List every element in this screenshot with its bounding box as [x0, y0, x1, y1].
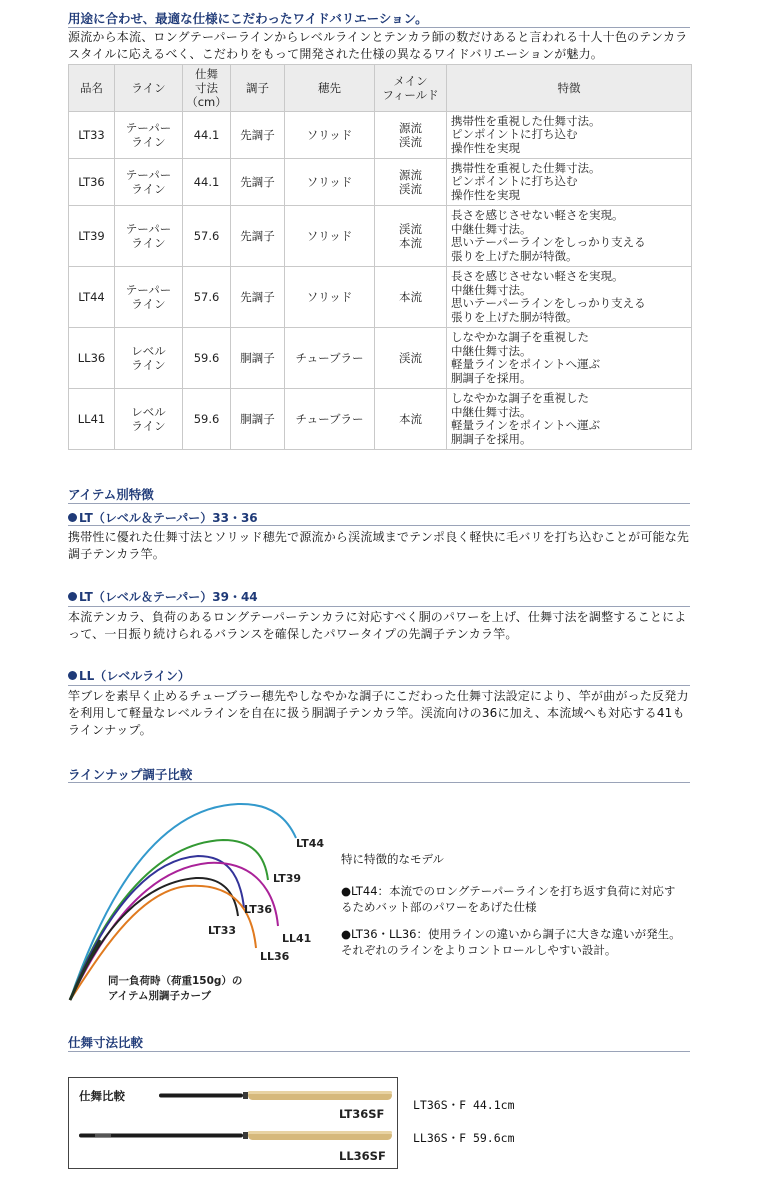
curve-note1-line2: るためバット部のパワーをあげた仕様 — [341, 900, 537, 914]
rod2-length-text: LL36S・F 59.6cm — [413, 1131, 515, 1145]
cell-name: LL36 — [69, 328, 115, 389]
header-line: ライン — [115, 65, 183, 112]
bullet-icon — [68, 513, 77, 522]
cell-field: 本流 — [375, 389, 447, 450]
features-title-rule — [68, 503, 690, 504]
rod-ll36sf-image — [79, 1131, 392, 1140]
feature-body-lt33: 携帯性に優れた仕舞寸法とソリッド穂先で源流から渓流域までテンポ良く軽快に毛バリを打ち込むことが可能な先調子テンカラ竿。 — [68, 530, 690, 561]
intro-title: 用途に合わせ、最適な仕様にこだわったワイドバリエーション。 — [68, 11, 428, 26]
cell-line: テーパー ライン — [115, 112, 183, 159]
curve-title-rule — [68, 782, 690, 783]
curve-caption-line1: 同一負荷時（荷重150g）の — [108, 975, 243, 987]
header-feature: 特徴 — [447, 65, 692, 112]
cell-tip: ソリッド — [285, 206, 375, 267]
cell-tip: ソリッド — [285, 112, 375, 159]
cell-action: 先調子 — [231, 112, 285, 159]
table-header-row — [69, 65, 692, 112]
header-action: 調子 — [231, 65, 285, 112]
action-curve-diagram — [68, 798, 330, 1008]
cell-feature: 長さを感じさせない軽さを実現。 中継仕舞寸法。 思いテーパーラインをしっかり支える 張りを上げた胴が特徴。 — [447, 267, 692, 328]
cell-name: LT36 — [69, 159, 115, 206]
header-length: 仕舞 寸法 （cm） — [183, 65, 231, 112]
curve-lt44 — [70, 804, 296, 1000]
compare-title-rule — [68, 1051, 690, 1052]
curve-label-ll36: LL36 — [260, 950, 290, 963]
cell-length: 44.1 — [183, 159, 231, 206]
curve-label-lt36: LT36 — [244, 903, 272, 916]
cell-line: テーパー ライン — [115, 267, 183, 328]
cell-tip: チューブラー — [285, 328, 375, 389]
curve-label-lt39: LT39 — [273, 872, 301, 885]
curve-note2-line1: ●LT36・LL36：使用ラインの違いから調子に大きな違いが発生。 — [341, 927, 681, 941]
table-row — [69, 328, 692, 389]
cell-field: 渓流 — [375, 328, 447, 389]
cell-line: レベル ライン — [115, 328, 183, 389]
cell-action: 胴調子 — [231, 389, 285, 450]
cell-feature: しなやかな調子を重視した 中継仕舞寸法。 軽量ラインをポイントへ運ぶ 胴調子を採用。 — [447, 328, 692, 389]
rod1-length-text: LT36S・F 44.1cm — [413, 1098, 515, 1112]
feature-heading-lt39 — [68, 588, 258, 605]
cell-tip: チューブラー — [285, 389, 375, 450]
cell-feature: しなやかな調子を重視した 中継仕舞寸法。 軽量ラインをポイントへ運ぶ 胴調子を採用。 — [447, 389, 692, 450]
table-row — [69, 112, 692, 159]
curve-note1-line1: ●LT44：本流でのロングテーパーラインを打ち返す負荷に対応す — [341, 884, 676, 898]
rod-compare-box — [68, 1077, 398, 1169]
table-row — [69, 267, 692, 328]
feature-rule — [68, 606, 690, 607]
feature-heading-text: LT（レベル＆テーパー）39・44 — [79, 590, 258, 604]
header-tip: 穂先 — [285, 65, 375, 112]
cell-tip: ソリッド — [285, 267, 375, 328]
feature-heading-text: LT（レベル＆テーパー）33・36 — [79, 511, 258, 525]
table-row — [69, 389, 692, 450]
feature-heading-text: LL（レベルライン） — [79, 669, 190, 683]
cell-feature: 携帯性を重視した仕舞寸法。 ピンポイントに打ち込む 操作性を実現 — [447, 159, 692, 206]
cell-length: 57.6 — [183, 267, 231, 328]
cell-length: 57.6 — [183, 206, 231, 267]
compare-title: 仕舞寸法比較 — [68, 1035, 144, 1050]
feature-rule — [68, 525, 690, 526]
curve-label-lt33: LT33 — [208, 924, 236, 937]
rod1-model-label: LT36SF — [339, 1107, 385, 1121]
curve-title: ラインナップ調子比較 — [68, 767, 193, 782]
cell-feature: 長さを感じさせない軽さを実現。 中継仕舞寸法。 思いテーパーラインをしっかり支える 張りを上げた胴が特徴。 — [447, 206, 692, 267]
cell-line: レベル ライン — [115, 389, 183, 450]
header-field: メイン フィールド — [375, 65, 447, 112]
bullet-icon — [68, 671, 77, 680]
cell-action: 胴調子 — [231, 328, 285, 389]
curve-label-lt44: LT44 — [296, 837, 324, 850]
spec-table — [68, 64, 692, 450]
cell-action: 先調子 — [231, 267, 285, 328]
cell-field: 源流 渓流 — [375, 159, 447, 206]
cell-feature: 携帯性を重視した仕舞寸法。 ピンポイントに打ち込む 操作性を実現 — [447, 112, 692, 159]
cell-action: 先調子 — [231, 206, 285, 267]
cell-tip: ソリッド — [285, 159, 375, 206]
curve-label-ll41: LL41 — [282, 932, 312, 945]
feature-rule — [68, 685, 690, 686]
cell-action: 先調子 — [231, 159, 285, 206]
rod-lt36sf-image — [159, 1091, 392, 1100]
table-row — [69, 206, 692, 267]
curve-note2-line2: それぞれのラインをよりコントロールしやすい設計。 — [341, 943, 617, 957]
cell-name: LT44 — [69, 267, 115, 328]
curve-butt — [70, 940, 100, 1000]
intro-body: 源流から本流、ロングテーパーラインからレベルラインとテンカラ師の数だけあると言われる十人十色のテンカラスタイルに応えるべく、こだわりをもって開発された仕様の異なるワイドバリエーションが魅力。 — [68, 30, 688, 61]
bullet-icon — [68, 592, 77, 601]
cell-length: 44.1 — [183, 112, 231, 159]
cell-field: 源流 渓流 — [375, 112, 447, 159]
cell-name: LL41 — [69, 389, 115, 450]
feature-body-lt39: 本流テンカラ、負荷のあるロングテーパーテンカラに対応すべく胴のパワーを上げ、仕舞寸法を調整することによって、一日振り続けられるバランスを確保したパワータイプの先調子テンカラ竿。 — [68, 610, 687, 641]
feature-heading-ll — [68, 667, 190, 684]
intro-title-rule — [68, 27, 690, 28]
rod2-model-label: LL36SF — [339, 1149, 386, 1163]
cell-line: テーパー ライン — [115, 159, 183, 206]
header-name: 品名 — [69, 65, 115, 112]
curve-caption-line2: アイテム別調子カーブ — [108, 990, 212, 1002]
cell-field: 本流 — [375, 267, 447, 328]
cell-line: テーパー ライン — [115, 206, 183, 267]
features-title: アイテム別特徴 — [68, 487, 154, 502]
cell-field: 渓流 本流 — [375, 206, 447, 267]
feature-body-ll: 竿ブレを素早く止めるチューブラー穂先やしなやかな調子にこだわった仕舞寸法設定により、竿が曲がった反発力を利用して軽量なレベルラインを自在に扱う胴調子テンカラ竿。渓流向けの36に加え、本流域へも対応する41もラインナップ。 — [68, 689, 689, 737]
cell-length: 59.6 — [183, 328, 231, 389]
cell-name: LT39 — [69, 206, 115, 267]
curve-note-title: 特に特徴的なモデル — [341, 852, 444, 866]
rod-box-caption: 仕舞比較 — [79, 1089, 125, 1103]
cell-name: LT33 — [69, 112, 115, 159]
cell-length: 59.6 — [183, 389, 231, 450]
table-row — [69, 159, 692, 206]
feature-heading-lt33 — [68, 509, 258, 526]
